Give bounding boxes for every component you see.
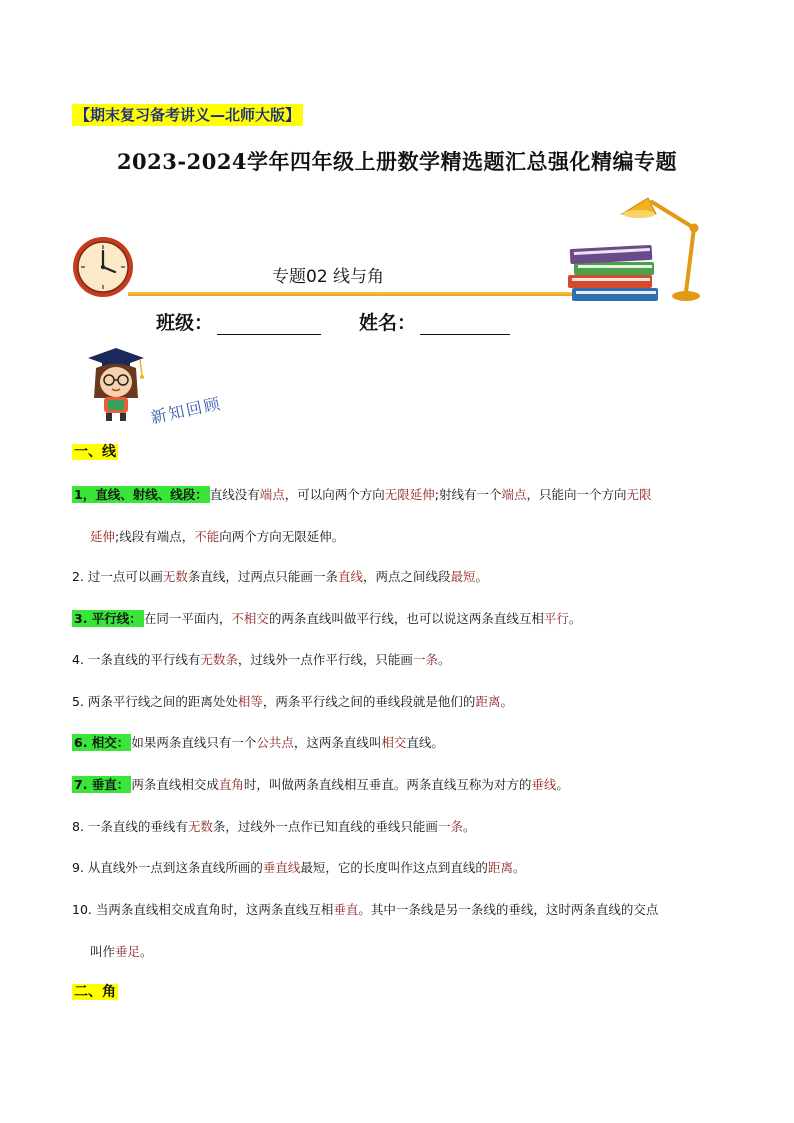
body-text: 时，叫做两条直线相互垂直。两条直线互称为对方的 <box>243 777 532 792</box>
class-field[interactable] <box>156 308 321 335</box>
knowledge-item <box>72 648 732 672</box>
keyword-text: 最短 <box>450 569 476 584</box>
body-text: ，两条平行线之间的垂线段就是他们的 <box>262 694 476 709</box>
item-label: 1，直线、射线、线段： <box>74 487 208 502</box>
keyword-text: 无数 <box>162 569 188 584</box>
keyword-text: 一条 <box>412 652 438 667</box>
knowledge-item <box>72 690 732 714</box>
body-text: 直线。 <box>406 735 444 750</box>
keyword-text: 垂直 <box>333 902 359 917</box>
body-text: 如果两条直线只有一个 <box>131 735 257 750</box>
body-text: ，只能向一个方向 <box>526 487 627 502</box>
body-text: ;线段有端点， <box>115 529 195 544</box>
knowledge-item <box>72 565 732 589</box>
body-text: 的两条直线叫做平行线，也可以说这两条直线互相 <box>268 611 544 626</box>
body-text: 5. 两条平行线之间的距离处处 <box>72 694 238 709</box>
keyword-text: 垂线 <box>531 777 557 792</box>
item-continuation <box>72 525 732 549</box>
keyword-text: 不能 <box>194 529 220 544</box>
keyword-text: 无数 <box>187 819 213 834</box>
keyword-text: 端点 <box>259 487 285 502</box>
keyword-text: 无限 <box>626 487 652 502</box>
clock-icon <box>70 236 136 298</box>
body-text: 条直线，过两点只能画一条 <box>187 569 338 584</box>
student-info-row <box>156 308 510 335</box>
body-text: ，过线外一点作平行线，只能画 <box>237 652 413 667</box>
keyword-text: 一条 <box>437 819 463 834</box>
knowledge-item <box>72 607 732 631</box>
student-mascot-icon <box>82 346 148 422</box>
body-text: 。 <box>500 694 513 709</box>
body-text: 9. 从直线外一点到这条直线所画的 <box>72 860 263 875</box>
body-text: 向两个方向无限延伸。 <box>219 529 345 544</box>
keyword-text: 公共点 <box>256 735 294 750</box>
keyword-text: 距离 <box>487 860 513 875</box>
class-blank[interactable] <box>217 312 321 335</box>
body-text: 叫作 <box>90 944 116 959</box>
body-text: 两条直线相交成 <box>131 777 219 792</box>
body-text: ，这两条直线叫 <box>293 735 382 750</box>
keyword-text: 延伸 <box>90 529 116 544</box>
body-text: 。 <box>475 569 488 584</box>
keyword-text: 平行 <box>543 611 569 626</box>
knowledge-item <box>72 815 732 839</box>
section-heading-lines <box>72 441 118 462</box>
keyword-text: 无数条 <box>200 652 238 667</box>
section-heading-text: 二、角 <box>74 984 116 1000</box>
body-text: 直线没有 <box>209 487 260 502</box>
body-text: ，两点之间线段 <box>362 569 451 584</box>
item-label: 3. 平行线： <box>74 611 142 626</box>
keyword-text: 垂足 <box>115 944 141 959</box>
item-continuation <box>72 940 732 964</box>
body-text: 。 <box>462 819 476 834</box>
body-text: ，可以向两个方向 <box>284 487 385 502</box>
body-text: 。 <box>437 652 451 667</box>
keyword-text: 端点 <box>501 487 527 502</box>
body-text: 在同一平面内， <box>143 611 232 626</box>
body-text: ;射线有一个 <box>434 487 502 502</box>
section-heading-text: 一、线 <box>74 444 116 460</box>
topic-title: 专题02 线与角 <box>272 267 385 287</box>
keyword-text: 相交 <box>381 735 407 750</box>
body-text: 。 <box>140 944 153 959</box>
body-text: 条，过线外一点作已知直线的垂线只能画 <box>212 819 438 834</box>
body-text: 。 <box>512 860 526 875</box>
body-text: 10. 当两条直线相交成直角时，这两条直线互相 <box>72 902 334 917</box>
body-text: 4. 一条直线的平行线有 <box>72 652 201 667</box>
keyword-text: 相等 <box>237 694 263 709</box>
item-label: 6. 相交： <box>74 735 130 750</box>
banner-divider <box>128 292 588 296</box>
body-text: 。其中一条线是另一条线的垂线，这时两条直线的交点 <box>358 902 659 917</box>
body-text: 。 <box>556 777 569 792</box>
review-label: 新知回顾 <box>149 393 224 428</box>
keyword-text: 直角 <box>218 777 244 792</box>
document-title: 2023-2024学年四年级上册数学精选题汇总强化精编专题 <box>116 149 678 174</box>
keyword-text: 不相交 <box>231 611 269 626</box>
class-label: 班级： <box>156 312 214 334</box>
book-stack-icon <box>566 238 662 304</box>
knowledge-item <box>72 731 732 755</box>
body-text: 。 <box>568 611 582 626</box>
knowledge-item <box>72 773 732 797</box>
keyword-text: 垂直线 <box>262 860 301 875</box>
body-text: 最短，它的长度叫作这点到直线的 <box>300 860 488 875</box>
body-text: 8. 一条直线的垂线有 <box>72 819 188 834</box>
knowledge-item <box>72 898 732 964</box>
knowledge-item <box>72 856 732 880</box>
document-tag: 【期末复习备考讲义—北师大版】 <box>72 104 303 126</box>
body-text: 2. 过一点可以画 <box>72 569 163 584</box>
name-label: 姓名： <box>359 312 417 334</box>
section-heading-angles <box>72 981 118 1002</box>
name-field[interactable] <box>359 308 510 335</box>
keyword-text: 距离 <box>475 694 501 709</box>
keyword-text: 无限延伸 <box>384 487 435 502</box>
item-label: 7. 垂直： <box>74 777 130 792</box>
knowledge-item <box>72 483 732 549</box>
name-blank[interactable] <box>420 312 510 335</box>
keyword-text: 直线 <box>337 569 363 584</box>
